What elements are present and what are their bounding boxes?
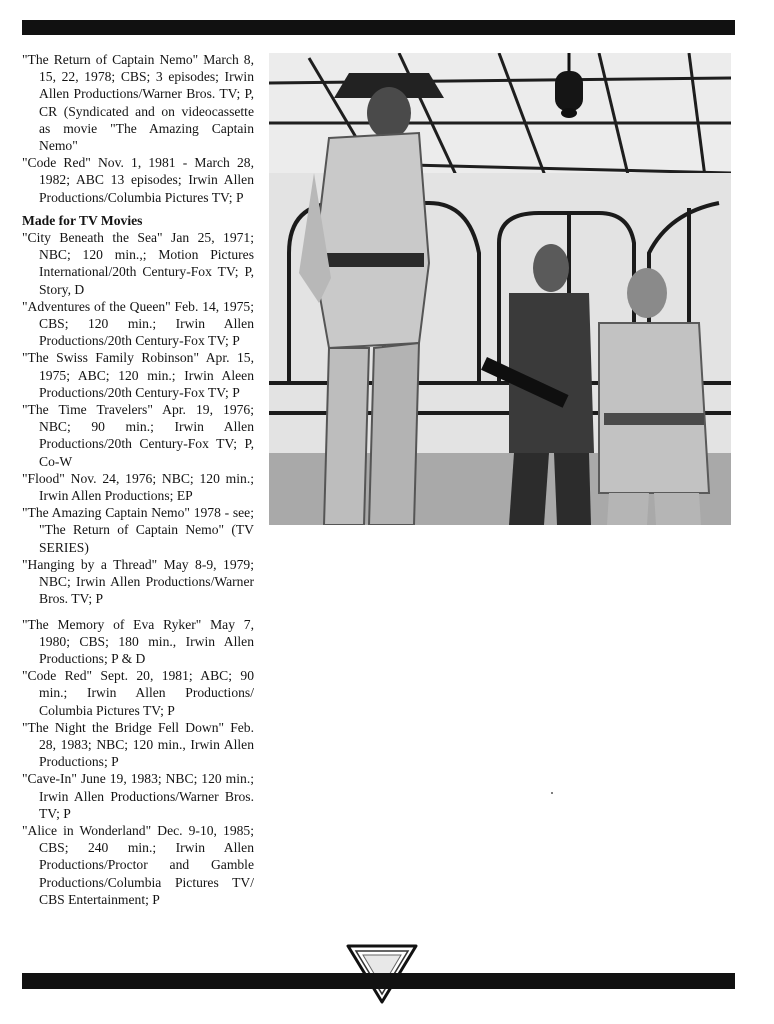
print-speck (551, 792, 553, 794)
movie-entry: "Cave-In" June 19, 1983; NBC; 120 min.; Irwin Allen Productions/Warner Bros. TV; P (22, 771, 254, 821)
movie-entry: "The Time Travelers" Apr. 19, 1976; NBC; 90 min.; Irwin Allen Productions/20th Century-Fox TV; P, Co-W (22, 402, 254, 469)
film-still-photo (269, 53, 731, 525)
movie-entry: "The Night the Bridge Fell Down" Feb. 28, 1983; NBC; 120 min., Irwin Allen Productions; P (22, 719, 254, 770)
film-still-illustration (269, 53, 731, 525)
filmography-column (22, 51, 254, 908)
movie-entry: "Alice in Wonderland" Dec. 9-10, 1985; CBS; 240 min.; Irwin Allen Productions/Proctor and Gamble Productions/Columbia Pictures TV/ CBS Entertainment; P (22, 822, 254, 907)
top-rule (22, 20, 735, 35)
movie-entry: "Code Red" Sept. 20, 1981; ABC; 90 min.; Irwin Allen Productions/ Columbia Pictures TV; P (22, 668, 254, 718)
movie-entry: "The Memory of Eva Ryker" May 7, 1980; CBS; 180 min., Irwin Allen Productions; P & D (22, 616, 254, 666)
movie-entry: "Adventures of the Queen" Feb. 14, 1975; CBS; 120 min.; Irwin Allen Productions/20th Century-Fox TV; P (22, 298, 254, 349)
movie-entry: "The Amazing Captain Nemo" 1978 - see; "The Return of Captain Nemo" (TV SERIES) (22, 505, 254, 555)
movie-entry: "Hanging by a Thread" May 8-9, 1979; NBC; Irwin Allen Productions/Warner Bros. TV; P (22, 556, 254, 607)
bottom-rule (22, 973, 735, 989)
movie-entry: "Flood" Nov. 24, 1976; NBC; 120 min.; Irwin Allen Productions; EP (22, 470, 254, 504)
section-heading-made-for-tv-movies: Made for TV Movies (22, 212, 143, 228)
movie-entry: "City Beneath the Sea" Jan 25, 1971; NBC; 120 min.,; Motion Pictures International/20th Century-Fox TV; P, Story, D (22, 230, 254, 297)
series-entry-code-red: "Code Red" Nov. 1, 1981 - March 28, 1982; ABC 13 episodes; Irwin Allen Productions/Columbia Pictures TV; P (22, 155, 254, 205)
series-entry-return-of-captain-nemo: "The Return of Captain Nemo" March 8, 15, 22, 1978; CBS; 3 episodes; Irwin Allen Productions/Warner Bros. TV; P, CR (Syndicated and on videocassette as movie "The Amazing Captain Nemo" (22, 52, 254, 154)
movie-entry: "The Swiss Family Robinson" Apr. 15, 1975; ABC; 120 min.; Irwin Aleen Productions/20th Century-Fox TV; P (22, 350, 254, 400)
